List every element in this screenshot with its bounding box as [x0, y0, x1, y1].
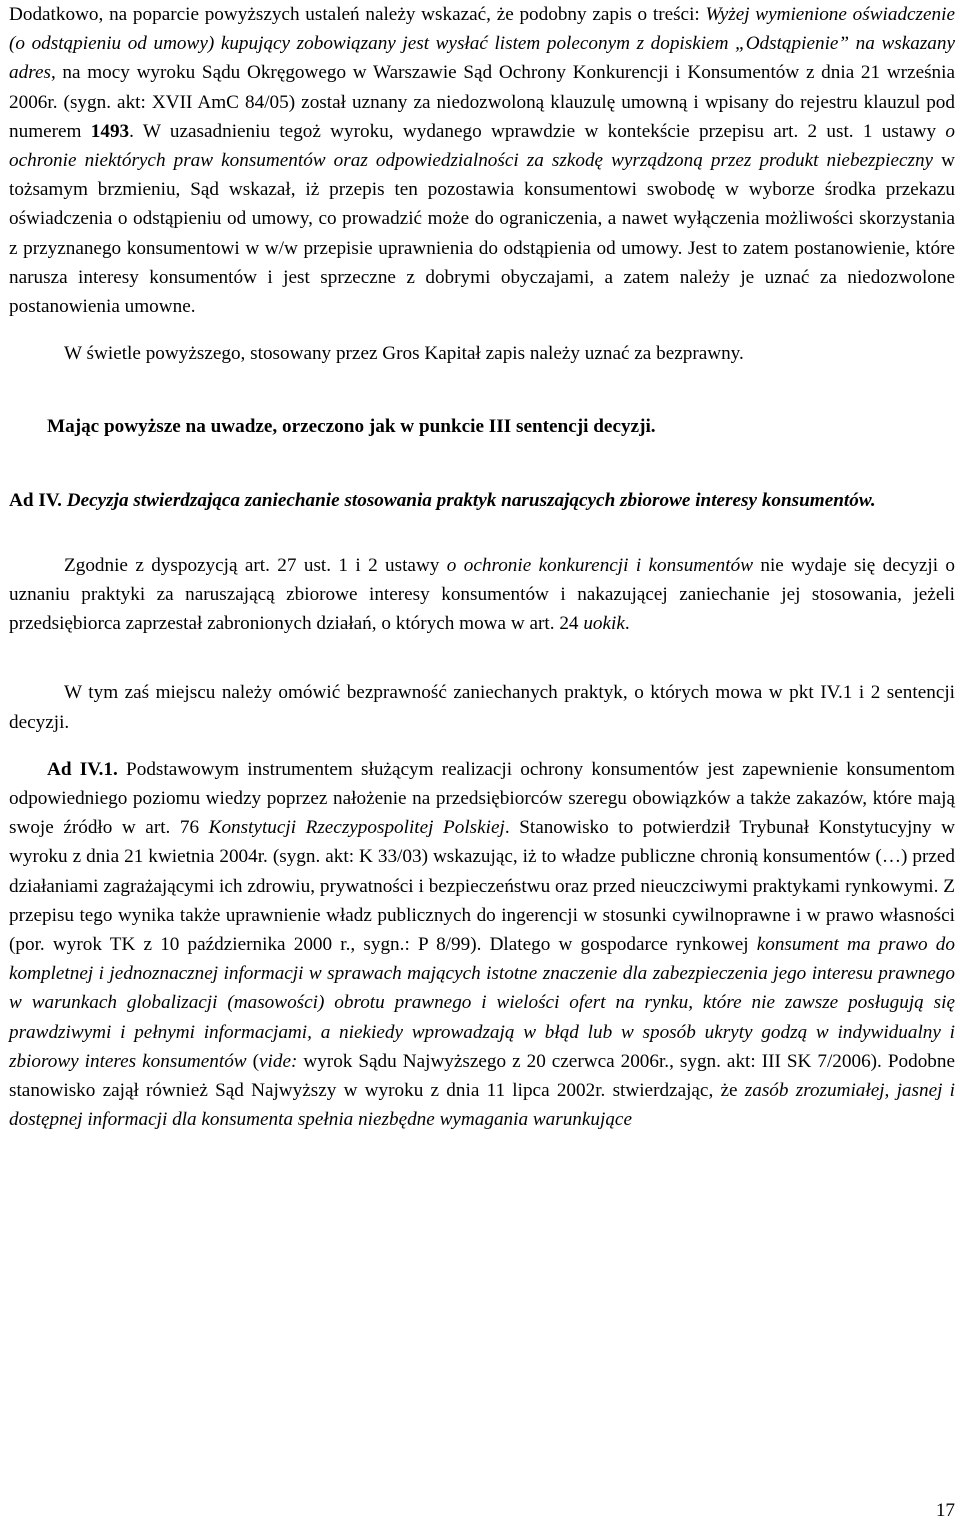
quoted-judgment: konsument ma prawo do kompletnej i jednoznacznej informacji w sprawach mających istotne znaczenie dla zabezpieczenia jego interesu prawnego w warunkach globalizacji (masowości) obrotu prawnego i wielości ofert na rynku, które nie zawsze posługują się prawdziwymi i pełnymi informacjami, a niekiedy wprowadzają w błąd lub w sposób ukryty godzą w indywidualny i zbiorowy interes konsumentów [9, 934, 955, 1072]
paragraph-conclusion: W świetle powyższego, stosowany przez Gros Kapitał zapis należy uznać za bezprawny. [64, 343, 744, 365]
paragraph-ruling: Mając powyższe na uwadze, orzeczono jak w punkcie III sentencji decyzji. [47, 416, 656, 438]
paragraph-illegality: W tym zaś miejscu należy omówić bezprawność zaniechanych praktyk, o których mowa w pkt IV.1 i 2 sentencji decyzji. [9, 682, 955, 733]
paragraph-ad-iv-1 [9, 755, 955, 1135]
register-number: 1493 [90, 120, 130, 142]
vide-label: vide: [259, 1050, 298, 1072]
paragraph-art-27 [9, 551, 955, 639]
text-segment: ( [246, 1050, 259, 1072]
text-segment: nie wydaje się decyzji o uznaniu praktyki za naruszającą zbiorowe interesy konsumentów i nakazującej zaniechanie jej stosowania, jeżeli przedsiębiorca zaprzestał zabronionych działań, o których mowa w art. 24 [9, 554, 956, 635]
subsection-label: Ad IV.1. [47, 758, 118, 780]
quoted-clause: Wyżej wymienione oświadczenie (o odstąpieniu od umowy) kupujący zobowiązany jest wysłać listem poleconym z dopiskiem „Odstąpienie” na wskazany adres [9, 4, 955, 84]
text-segment: , na mocy wyroku Sądu Okręgowego w Warszawie Sąd Ochrony Konkurencji i Konsumentów z dnia 21 września 2006r. (sygn. akt: XVII AmC 84/05) został uznany za niedozwoloną klauzulę umowną i wpisany do rejestru klauzul pod numerem [9, 62, 955, 142]
page-number: 17 [935, 1500, 955, 1521]
constitution-title: Konstytucji Rzeczypospolitej Polskiej [208, 817, 505, 839]
section-label: Ad IV. [9, 489, 62, 511]
paragraph-clause-1493 [9, 0, 955, 321]
text-segment: . Stanowisko to potwierdził Trybunał Konstytucyjny w wyroku z dnia 21 kwietnia 2004r. (sygn. akt: K 33/03) wskazując, iż to władze publiczne chronią konsumentów (…) przed działaniami zagrażającymi ich zdrowiu, prywatności i bezpieczeństwu oraz przed nieuczciwymi praktykami rynkowymi. Z przepisu tego wynika także uprawnienie władz publicznych do ingerencji w stosunki cywilnoprawne i w prawo własności (por. wyrok TK z 10 października 2000 r., sygn.: P 8/99). Dlatego w gospodarce rynkowej [9, 817, 955, 956]
section-title: Decyzja stwierdzająca zaniechanie stosowania praktyk naruszających zbiorowe interesy konsumentów. [66, 489, 876, 511]
text-segment: w tożsamym brzmieniu, Sąd wskazał, iż przepis ten pozostawia konsumentowi swobodę w wyborze środka przekazu oświadczenia o odstąpieniu od umowy, co prowadzić może do ograniczenia, a nawet wyłączenia możliwości skorzystania z przyznanego konsumentowi w w/w przepisie uprawnienia do odstąpienia od umowy. Jest to zatem postanowienie, które narusza interesy konsumentów i jest sprzeczne z dobrymi obyczajami, a zatem należy je uznać za niedozwolone postanowienia umowne. [9, 150, 955, 318]
act-title: o ochronie niektórych praw konsumentów oraz odpowiedzialności za szkodę wyrządzoną przez produkt niebezpieczny [9, 120, 955, 172]
text-segment: wyrok Sądu Najwyższego z 20 czerwca 2006r., sygn. akt: III SK 7/2006). Podobne stanowisko zajął również Sąd Najwyższy w wyroku z dnia 11 lipca 2002r. stwierdzając, że [9, 1050, 956, 1102]
quoted-judgment: zasób zrozumiałej, jasnej i dostępnej informacji dla konsumenta spełnia niezbędne wymagania warunkujące [9, 1080, 955, 1131]
act-title: o ochronie konkurencji i konsumentów [446, 554, 753, 576]
text-segment: . [624, 613, 630, 635]
document-page [9, 0, 955, 1135]
text-segment: Dodatkowo, na poparcie powyższych ustaleń należy wskazać, że podobny zapis o treści: [9, 4, 706, 25]
act-abbreviation: uokik [583, 613, 625, 635]
text-segment: . W uzasadnieniu tegoż wyroku, wydanego wprawdzie w kontekście przepisu art. 2 ust. 1 ustawy [129, 120, 946, 142]
section-heading-ad-iv [9, 486, 955, 515]
text-segment: Zgodnie z dyspozycją art. 27 ust. 1 i 2 ustawy [64, 554, 447, 576]
text-segment: Podstawowym instrumentem służącym realizacji ochrony konsumentów jest zapewnienie konsumentom odpowiedniego poziomu wiedzy poprzez nałożenie na przedsiębiorców szeregu obowiązków a także zakazów, które mają swoje źródło w art. 76 [9, 758, 955, 839]
